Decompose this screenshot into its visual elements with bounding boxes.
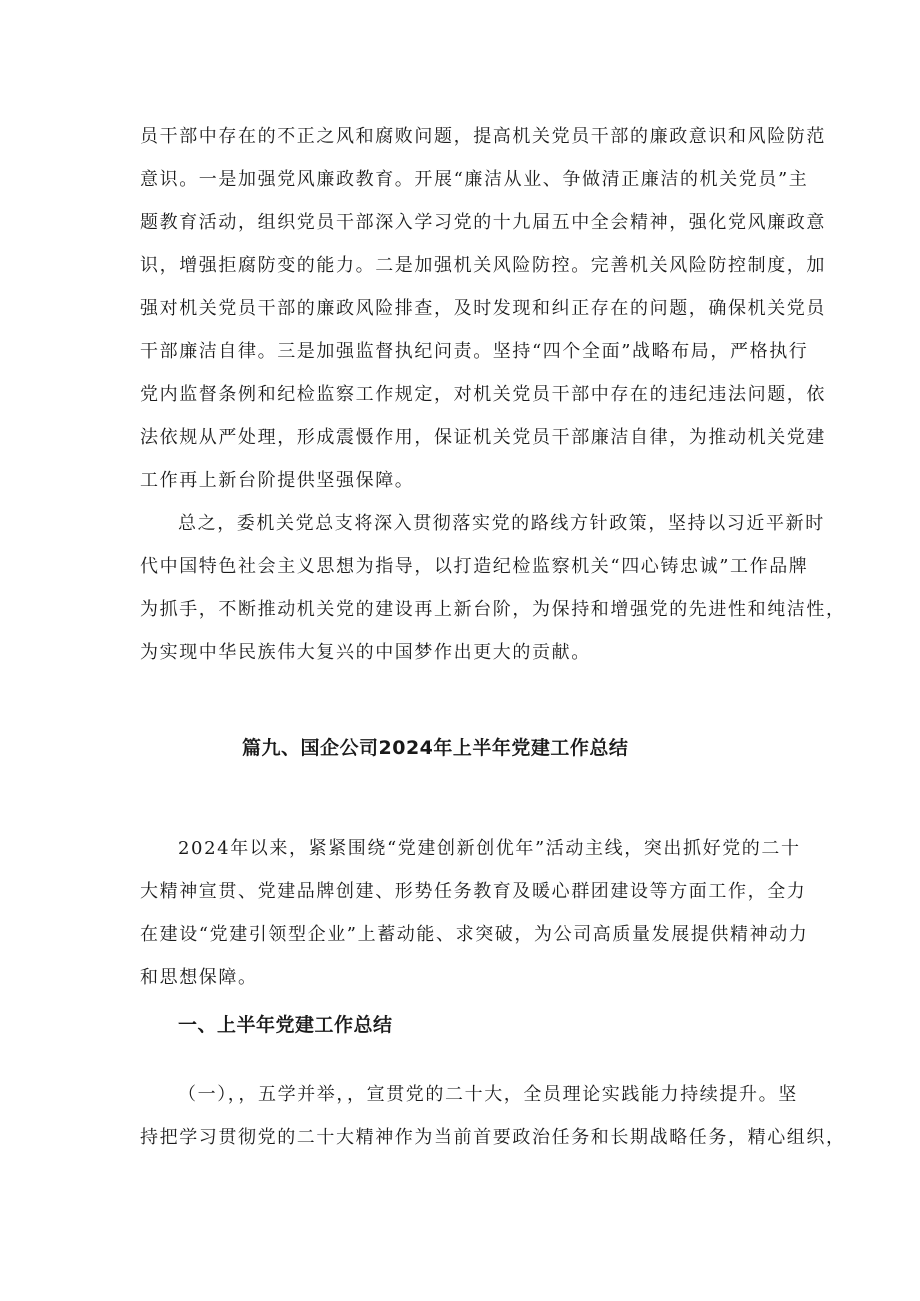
- text-line: 题教育活动，组织党员干部深入学习党的十九届五中全会精神，强化党风廉政意: [140, 212, 826, 233]
- text-line: 员干部中存在的不正之风和腐败问题，提高机关党员干部的廉政意识和风险防范: [140, 126, 826, 147]
- text-line: 强对机关党员干部的廉政风险排查，及时发现和纠正存在的问题，确保机关党员: [140, 298, 826, 319]
- text-line: 代中国特色社会主义思想为指导，以打造纪检监察机关“四心铸忠诚”工作品牌: [140, 556, 809, 577]
- section-title: 篇九、国企公司2024年上半年党建工作总结: [242, 737, 629, 759]
- text-line: 为实现中华民族伟大复兴的中国梦作出更大的贡献。: [140, 642, 591, 663]
- subheading: 一、上半年党建工作总结: [178, 1014, 393, 1036]
- text-line: 工作再上新台阶提供坚强保障。: [140, 470, 415, 491]
- text-line: 为抓手，不断推动机关党的建设再上新台阶，为保持和增强党的先进性和纯洁性，: [140, 599, 846, 620]
- text-line: 大精神宣贯、党建品牌创建、形势任务教育及暖心群团建设等方面工作，全力: [140, 881, 807, 902]
- text-line: 党内监督条例和纪检监察工作规定，对机关党员干部中存在的违纪违法问题，依: [140, 384, 826, 405]
- text-line: 识，增强拒腐防变的能力。二是加强机关风险防控。完善机关风险防控制度，加: [140, 255, 826, 276]
- text-line: 总之，委机关党总支将深入贯彻落实党的路线方针政策，坚持以习近平新时: [178, 513, 825, 534]
- text-line: 法依规从严处理，形成震慑作用，保证机关党员干部廉洁自律，为推动机关党建: [140, 427, 826, 448]
- text-line: 2024年以来，紧紧围绕“党建创新创优年”活动主线，突出抓好党的二十: [178, 838, 801, 859]
- text-line: （一），，五学并举，，宣贯党的二十大，全员理论实践能力持续提升。坚: [178, 1084, 798, 1105]
- text-line: 和思想保障。: [140, 967, 258, 988]
- text-line: 干部廉洁自律。三是加强监督执纪问责。坚持“四个全面”战略布局，严格执行: [140, 341, 809, 362]
- text-line: 持把学习贯彻党的二十大精神作为当前首要政治任务和长期战略任务，精心组织，: [140, 1127, 846, 1148]
- text-line: 意识。一是加强党风廉政教育。开展“廉洁从业、争做清正廉洁的机关党员”主: [140, 169, 809, 190]
- text-line: 在建设“党建引领型企业”上蓄动能、求突破，为公司高质量发展提供精神动力: [140, 924, 809, 945]
